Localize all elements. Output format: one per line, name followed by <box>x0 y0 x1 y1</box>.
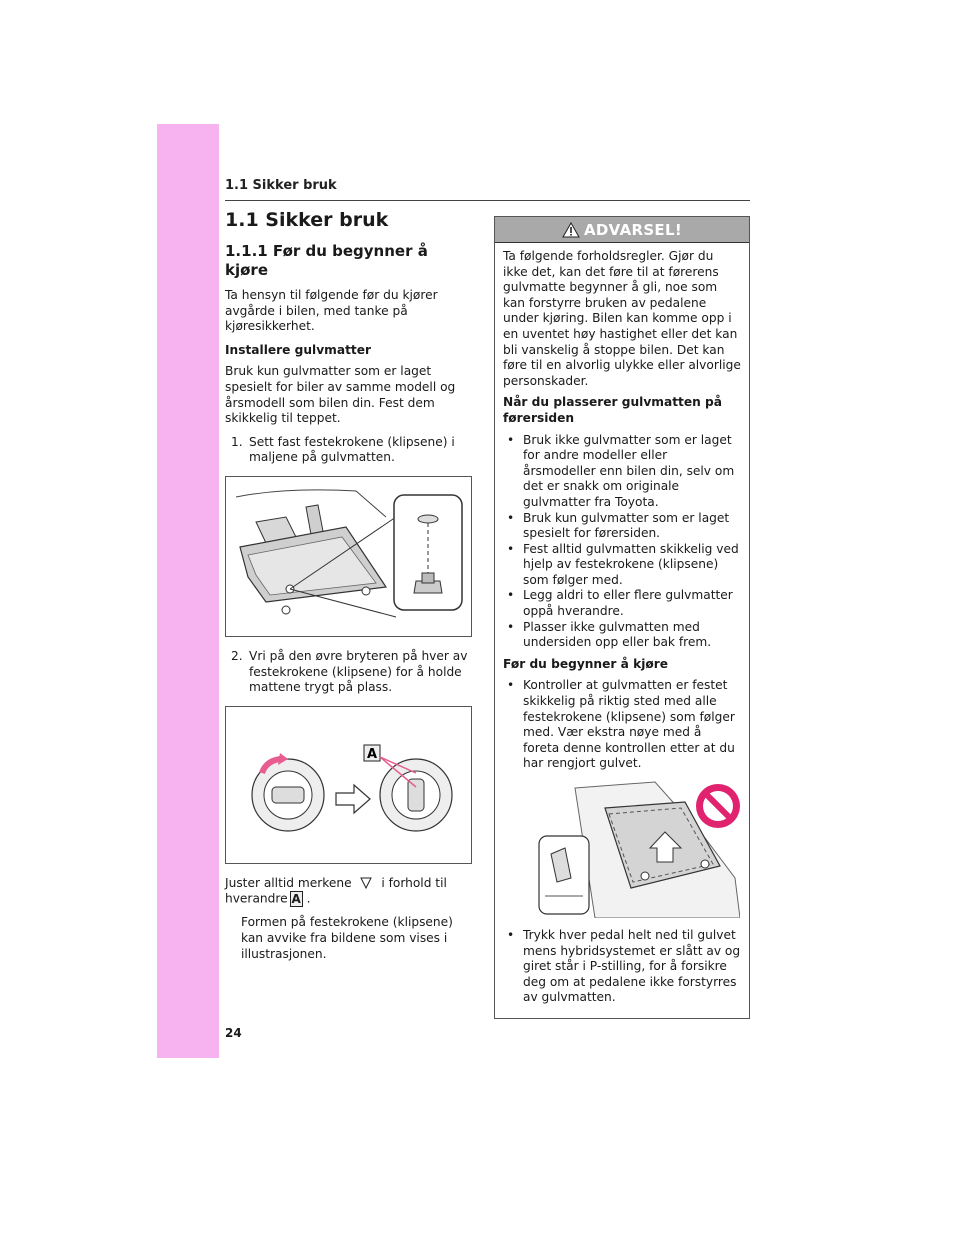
list-item: • Bruk ikke gulvmatter som er laget for andre modeller eller årsmodeller enn bilen din, selv om det er snakk om originale gulvmatter fra Toyota. <box>503 433 741 511</box>
list-item: • Bruk kun gulvmatter som er laget spesielt for førersiden. <box>503 511 741 542</box>
adjust-text-a: Juster alltid merkene <box>225 875 352 890</box>
manual-page <box>219 124 770 1058</box>
warning-subheading-1: Når du plasserer gulvmatten på førersiden <box>503 395 722 425</box>
left-column <box>225 208 472 970</box>
label-a-figure: A <box>366 746 378 762</box>
step-1-number: 1. <box>231 434 243 449</box>
incorrect-mat-illustration <box>535 778 740 918</box>
warning-intro: Ta følgende forholdsregler. Gjør du ikke det, kan det føre til at førerens gulvmatte begynner å gli, noe som kan forstyrre bruken av pedalene under kjøring. Bilen kan komme opp i en uventet høy hastighet eller det kan bli vanskelig å stoppe bilen. Det kan føre til en alvorlig ulykke eller alvorlige personskader. <box>503 249 741 388</box>
list-item: • Trykk hver pedal helt ned til gulvet mens hybridsystemet er slått av og giret står i P-stilling, for å forsikre deg om at pedalene ikke forstyrres av gulvmatten. <box>503 928 741 1006</box>
step-2-number: 2. <box>231 648 243 663</box>
step-1 <box>231 435 472 466</box>
step-1-text: Sett fast festekrokene (klipsene) i maljene på gulvmatten. <box>249 434 455 465</box>
list-item: • Kontroller at gulvmatten er festet skikkelig på riktig sted med alle festekrokene (klipsene) som følger med. Vær ekstra nøye med å foreta denne kontrollen etter at du har rengjort gulvet. <box>503 678 741 772</box>
warning-box <box>494 216 750 1019</box>
warning-triangle-icon <box>562 222 580 238</box>
floor-mat-illustration <box>225 476 472 637</box>
step-2-text: Vri på den øvre bryteren på hver av festekrokene (klipsene) for å holde mattene trygt på plass. <box>249 648 468 695</box>
list-item: • Plasser ikke gulvmatten med undersiden opp eller bak frem. <box>503 620 741 651</box>
clip-shape-note: Formen på festekrokene (klipsene) kan avvike fra bildene som vises i illustrasjonen. <box>241 915 453 961</box>
subsection-title: 1.1.1 Før du begynner å kjøre <box>225 242 428 279</box>
header-rule <box>225 200 750 201</box>
warning-column <box>494 216 750 1019</box>
intro-text: Ta hensyn til følgende før du kjører avgårde i bilen, med tanke på kjøresikkerhet. <box>225 288 438 334</box>
adjust-text-c: . <box>306 891 311 906</box>
label-a-inline: A <box>291 892 301 907</box>
section-title: 1.1 Sikker bruk <box>225 209 389 231</box>
warning-subheading-2: Før du begynner å kjøre <box>503 656 669 671</box>
clip-rotation-illustration <box>225 706 472 864</box>
warning-list-2 <box>503 678 741 772</box>
step-2 <box>231 649 472 696</box>
page-number: 24 <box>225 1026 242 1040</box>
warning-title: ADVARSEL! <box>584 220 682 239</box>
warning-body <box>495 243 749 1018</box>
warning-header <box>495 217 749 243</box>
list-item: • Legg aldri to eller flere gulvmatter oppå hverandre. <box>503 588 741 619</box>
warning-list-3 <box>503 928 741 1006</box>
triangle-mark-icon <box>359 876 373 890</box>
running-header: 1.1 Sikker bruk <box>225 178 337 193</box>
list-item: • Fest alltid gulvmatten skikkelig ved hjelp av festekrokene (klipsene) som følger med. <box>503 542 741 589</box>
adjust-marks-text <box>225 876 472 908</box>
warning-list-1 <box>503 433 741 651</box>
floor-mat-text: Bruk kun gulvmatter som er laget spesielt for biler av samme modell og årsmodell som bilen din. Fest dem skikkelig til teppet. <box>225 364 456 426</box>
floor-mat-heading: Installere gulvmatter <box>225 342 372 357</box>
chapter-tab-band <box>157 124 219 1058</box>
adjust-text-b: i forhold til hverandre <box>225 875 447 906</box>
